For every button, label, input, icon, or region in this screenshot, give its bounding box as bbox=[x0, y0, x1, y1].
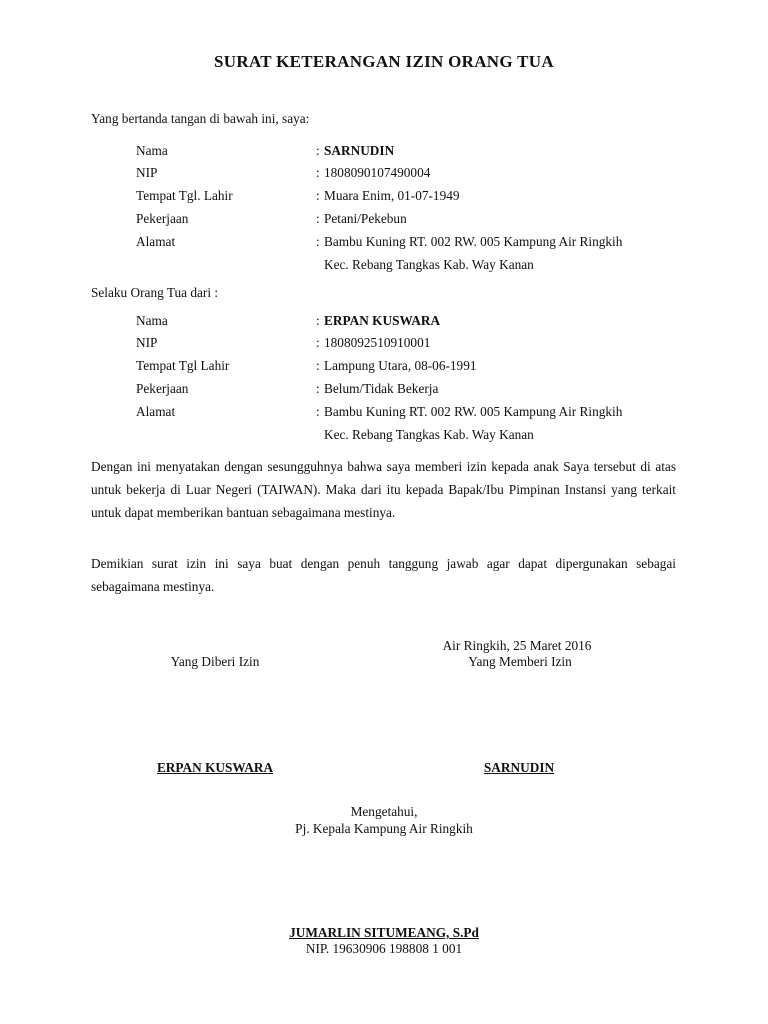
colon: : bbox=[316, 381, 320, 396]
parent-label-address: Alamat bbox=[136, 234, 176, 249]
parent-address-line2: Kec. Rebang Tangkas Kab. Way Kanan bbox=[324, 257, 534, 272]
parent-birth: Muara Enim, 01-07-1949 bbox=[324, 188, 460, 203]
closing-paragraph: Demikian surat izin ini saya buat dengan penuh tanggung jawab agar dapat dipergunakan sebagai sebagaimana mestinya. bbox=[91, 556, 676, 594]
colon: : bbox=[316, 165, 320, 180]
parent-nip: 1808090107490004 bbox=[324, 165, 431, 180]
child-label-birth: Tempat Tgl Lahir bbox=[136, 358, 230, 373]
child-address-line2: Kec. Rebang Tangkas Kab. Way Kanan bbox=[324, 427, 534, 442]
official-title: Pj. Kepala Kampung Air Ringkih bbox=[295, 821, 473, 836]
parent-label-name: Nama bbox=[136, 143, 168, 158]
child-nip: 1808092510910001 bbox=[324, 335, 431, 350]
right-signer-role: Yang Memberi Izin bbox=[468, 654, 572, 669]
parent-address: Bambu Kuning RT. 002 RW. 005 Kampung Air Ringkih bbox=[324, 234, 623, 249]
child-label-job: Pekerjaan bbox=[136, 381, 189, 396]
child-job: Belum/Tidak Bekerja bbox=[324, 381, 439, 396]
parent-label-birth: Tempat Tgl. Lahir bbox=[136, 188, 233, 203]
right-signer-name: SARNUDIN bbox=[483, 760, 555, 775]
official-nip: NIP. 19630906 198808 1 001 bbox=[305, 941, 463, 956]
parent-label-nip: NIP bbox=[136, 165, 158, 180]
document-title: SURAT KETERANGAN IZIN ORANG TUA bbox=[214, 52, 554, 71]
statement-paragraph: Dengan ini menyatakan dengan sesungguhnya bahwa saya memberi izin kepada anak Saya tersebut di atas untuk bekerja di Luar Negeri (TAIWAN). Maka dari itu kepada Bapak/Ibu Pimpinan Instansi yang terkait untuk dapat memberikan bantuan sebagaimana mestinya. bbox=[91, 459, 676, 520]
as-parent-of-text: Selaku Orang Tua dari : bbox=[91, 285, 219, 300]
acknowledged-text: Mengetahui, bbox=[350, 804, 418, 819]
colon: : bbox=[316, 234, 320, 249]
parent-name: SARNUDIN bbox=[324, 143, 395, 158]
child-label-nip: NIP bbox=[136, 335, 158, 350]
colon: : bbox=[316, 143, 320, 158]
parent-label-job: Pekerjaan bbox=[136, 211, 189, 226]
place-date: Air Ringkih, 25 Maret 2016 bbox=[442, 638, 592, 653]
child-label-address: Alamat bbox=[136, 404, 176, 419]
child-name: ERPAN KUSWARA bbox=[324, 313, 441, 328]
colon: : bbox=[316, 335, 320, 350]
colon: : bbox=[316, 188, 320, 203]
child-address: Bambu Kuning RT. 002 RW. 005 Kampung Air Ringkih bbox=[324, 404, 623, 419]
child-label-name: Nama bbox=[136, 313, 168, 328]
left-signer-role: Yang Diberi Izin bbox=[170, 654, 260, 669]
parent-job: Petani/Pekebun bbox=[324, 211, 407, 226]
colon: : bbox=[316, 211, 320, 226]
child-birth: Lampung Utara, 08-06-1991 bbox=[324, 358, 477, 373]
official-name: JUMARLIN SITUMEANG, S.Pd bbox=[289, 925, 479, 940]
left-signer-name: ERPAN KUSWARA bbox=[156, 760, 274, 775]
intro-text: Yang bertanda tangan di bawah ini, saya: bbox=[91, 111, 310, 126]
colon: : bbox=[316, 313, 320, 328]
colon: : bbox=[316, 404, 320, 419]
colon: : bbox=[316, 358, 320, 373]
